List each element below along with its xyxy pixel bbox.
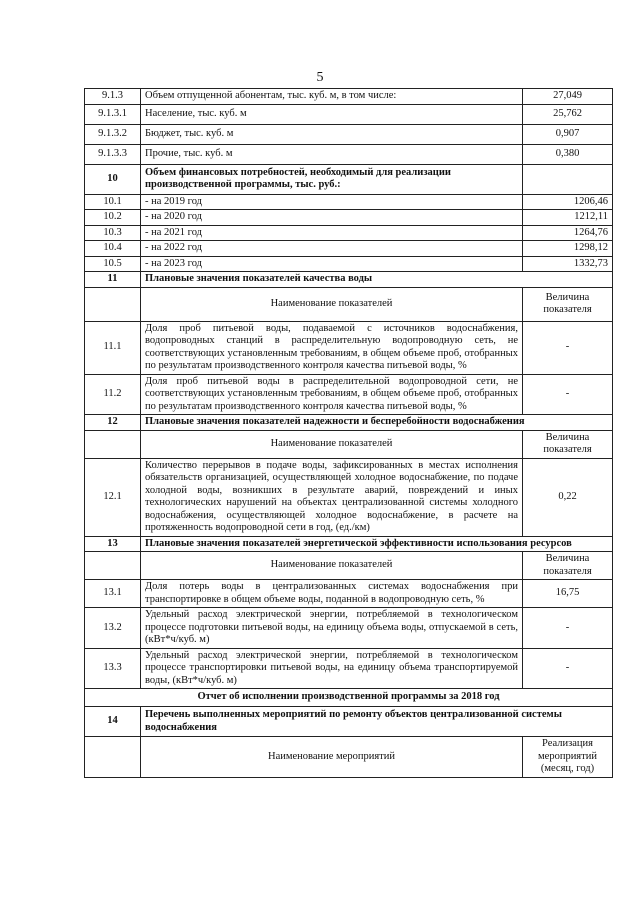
table-row bbox=[85, 124, 613, 144]
table-row bbox=[85, 580, 613, 608]
row-number: 10.5 bbox=[85, 256, 141, 272]
column-header-row bbox=[85, 552, 613, 580]
table-row bbox=[85, 194, 613, 210]
row-number: 13.3 bbox=[85, 648, 141, 689]
section-number: 14 bbox=[85, 707, 141, 737]
row-number: 9.1.3.3 bbox=[85, 144, 141, 164]
report-title: Отчет об исполнении производственной программы за 2018 год bbox=[85, 689, 613, 707]
row-value: 0,22 bbox=[523, 458, 613, 536]
table-row bbox=[85, 608, 613, 649]
section-title: Объем финансовых потребностей, необходимый для реализации производственной программы, тыс. руб.: bbox=[141, 164, 523, 194]
section-header-row bbox=[85, 164, 613, 194]
row-label: Объем отпущенной абонентам, тыс. куб. м, в том числе: bbox=[141, 89, 523, 105]
column-header-value: Величина показателя bbox=[523, 287, 613, 321]
table-row bbox=[85, 458, 613, 536]
row-number: 10.4 bbox=[85, 241, 141, 257]
section-number: 11 bbox=[85, 272, 141, 288]
row-value: 1332,73 bbox=[523, 256, 613, 272]
section-header-row bbox=[85, 707, 613, 737]
row-value: 1212,11 bbox=[523, 210, 613, 226]
row-number: 9.1.3.1 bbox=[85, 104, 141, 124]
row-value: 27,049 bbox=[523, 89, 613, 105]
row-value: - bbox=[523, 374, 613, 415]
table-row bbox=[85, 104, 613, 124]
row-label: - на 2022 год bbox=[141, 241, 523, 257]
program-table bbox=[84, 88, 613, 778]
row-label: Удельный расход электрической энергии, потребляемой в технологическом процессе транспортировки питьевой воды, на единицу объема транспортируемой воды, (кВт*ч/куб. м) bbox=[141, 648, 523, 689]
column-header-value: Величина показателя bbox=[523, 552, 613, 580]
empty-cell bbox=[85, 430, 141, 458]
row-value: 1298,12 bbox=[523, 241, 613, 257]
row-label: Количество перерывов в подаче воды, зафиксированных в местах исполнения обязательств организацией, осуществляющей холодное водоснабжение, по подаче холодной воды, возникших в результате аварий, повреждений и иных технологических нарушений на объектах централизованной системы холодного водоснабжения, осуществляющей холодное водоснабжение, в расчете на протяженность водопроводной сети в год, (ед./км) bbox=[141, 458, 523, 536]
section-title: Перечень выполненных мероприятий по ремонту объектов централизованной системы водоснабжения bbox=[141, 707, 613, 737]
table-row bbox=[85, 89, 613, 105]
row-value: 16,75 bbox=[523, 580, 613, 608]
row-label: - на 2021 год bbox=[141, 225, 523, 241]
row-number: 13.1 bbox=[85, 580, 141, 608]
row-label: Доля проб питьевой воды, подаваемой с источников водоснабжения, водопроводных станций в распределительную водопроводную сеть, не соответствующих установленным требованиям, в общем объеме проб, отобранных по результатам производственного контроля качества питьевой воды, % bbox=[141, 321, 523, 374]
row-value: 1264,76 bbox=[523, 225, 613, 241]
page-number: 5 bbox=[316, 70, 324, 85]
column-header-value: Величина показателя bbox=[523, 430, 613, 458]
empty-cell bbox=[85, 737, 141, 778]
column-header-name: Наименование показателей bbox=[141, 430, 523, 458]
section-header-row bbox=[85, 272, 613, 288]
empty-cell bbox=[85, 552, 141, 580]
row-number: 12.1 bbox=[85, 458, 141, 536]
section-title: Плановые значения показателей надежности и бесперебойности водоснабжения bbox=[141, 415, 613, 431]
column-header-value: Реализация мероприятий (месяц, год) bbox=[523, 737, 613, 778]
row-number: 10.2 bbox=[85, 210, 141, 226]
row-value: - bbox=[523, 321, 613, 374]
row-value: - bbox=[523, 608, 613, 649]
row-value: 1206,46 bbox=[523, 194, 613, 210]
row-label: - на 2019 год bbox=[141, 194, 523, 210]
section-number: 13 bbox=[85, 536, 141, 552]
section-number: 12 bbox=[85, 415, 141, 431]
column-header-name: Наименование показателей bbox=[141, 287, 523, 321]
row-label: Доля потерь воды в централизованных системах водоснабжения при транспортировке в общем объеме воды, поданной в водопроводную сеть, % bbox=[141, 580, 523, 608]
row-number: 10.3 bbox=[85, 225, 141, 241]
table-row bbox=[85, 210, 613, 226]
column-header-row bbox=[85, 737, 613, 778]
row-value: 0,907 bbox=[523, 124, 613, 144]
row-label: Удельный расход электрической энергии, потребляемой в технологическом процессе подготовки питьевой воды, на единицу объема воды, отпускаемой в сеть, (кВт*ч/куб. м) bbox=[141, 608, 523, 649]
section-header-row bbox=[85, 415, 613, 431]
table-row bbox=[85, 321, 613, 374]
report-title-row bbox=[85, 689, 613, 707]
section-number: 10 bbox=[85, 164, 141, 194]
row-value: 0,380 bbox=[523, 144, 613, 164]
row-label: - на 2023 год bbox=[141, 256, 523, 272]
row-number: 11.1 bbox=[85, 321, 141, 374]
table-row bbox=[85, 256, 613, 272]
row-value: - bbox=[523, 648, 613, 689]
table-row bbox=[85, 648, 613, 689]
empty-cell bbox=[523, 164, 613, 194]
row-number: 10.1 bbox=[85, 194, 141, 210]
row-label: Доля проб питьевой воды в распределительной водопроводной сети, не соответствующих установленным требованиям, в общем объеме проб, отобранных по результатам производственного контроля качества питьевой воды, % bbox=[141, 374, 523, 415]
row-value: 25,762 bbox=[523, 104, 613, 124]
table-row bbox=[85, 374, 613, 415]
column-header-row bbox=[85, 430, 613, 458]
column-header-name: Наименование показателей bbox=[141, 552, 523, 580]
table-row bbox=[85, 144, 613, 164]
section-header-row bbox=[85, 536, 613, 552]
row-number: 9.1.3 bbox=[85, 89, 141, 105]
column-header-row bbox=[85, 287, 613, 321]
column-header-name: Наименование мероприятий bbox=[141, 737, 523, 778]
table-row bbox=[85, 225, 613, 241]
row-number: 9.1.3.2 bbox=[85, 124, 141, 144]
row-number: 13.2 bbox=[85, 608, 141, 649]
section-title: Плановые значения показателей качества воды bbox=[141, 272, 613, 288]
row-label: - на 2020 год bbox=[141, 210, 523, 226]
row-label: Бюджет, тыс. куб. м bbox=[141, 124, 523, 144]
row-number: 11.2 bbox=[85, 374, 141, 415]
section-title: Плановые значения показателей энергетической эффективности использования ресурсов bbox=[141, 536, 613, 552]
row-label: Прочие, тыс. куб. м bbox=[141, 144, 523, 164]
row-label: Население, тыс. куб. м bbox=[141, 104, 523, 124]
empty-cell bbox=[85, 287, 141, 321]
table-row bbox=[85, 241, 613, 257]
